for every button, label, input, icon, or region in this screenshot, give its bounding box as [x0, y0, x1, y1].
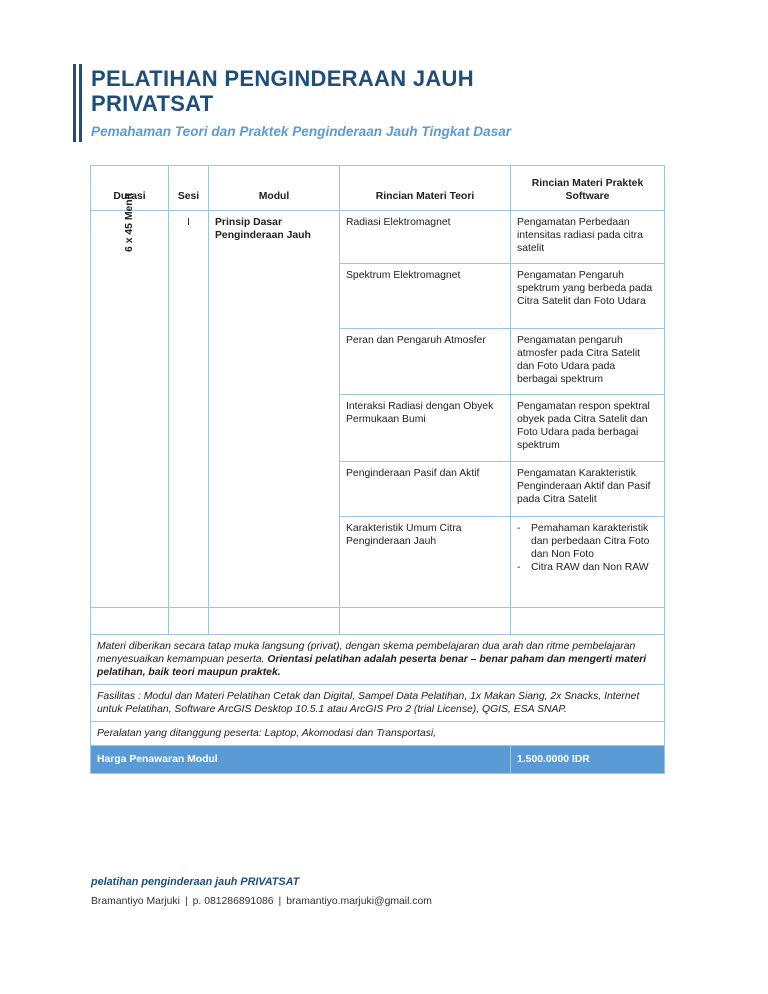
method-note	[91, 635, 665, 685]
header-sesi: Sesi	[169, 166, 209, 211]
empty-cell	[511, 608, 665, 635]
equipment-note: Peralatan yang ditanggung peserta: Laptop, Akomodasi dan Transportasi,	[91, 722, 665, 746]
method-note-text: Materi diberikan secara tatap muka langsung (privat), dengan skema pembelajaran dua arah dan ritme pembelajaran menyesuaikan kemampuan peserta.	[97, 641, 636, 665]
title-accent-bar	[79, 64, 82, 142]
praktek-cell: Pengamatan Pengaruh spektrum yang berbeda pada Citra Satelit dan Foto Udara	[511, 264, 665, 329]
durasi-value: 6 x 45 Menit	[124, 193, 135, 252]
contact-email: bramantiyo.marjuki@gmail.com	[286, 896, 432, 907]
contact-name: Bramantiyo Marjuki	[91, 896, 180, 907]
empty-cell	[91, 608, 169, 635]
header-durasi: Durasi	[91, 166, 169, 211]
header-teori: Rincian Materi Teori	[340, 166, 511, 211]
praktek-cell: Pengamatan Perbedaan intensitas radiasi pada citra satelit	[511, 211, 665, 264]
method-note-row	[91, 635, 665, 685]
praktek-cell: Pengamatan pengaruh atmosfer pada Citra Satelit dan Foto Udara pada berbagai spektrum	[511, 329, 665, 395]
praktek-cell: Pengamatan respon spektral obyek pada Citra Satelit dan Foto Udara pada berbagai spektrum	[511, 395, 665, 462]
list-item: - Citra RAW dan Non RAW	[517, 561, 658, 574]
title-accent-bars	[73, 64, 85, 142]
facilities-note-row	[91, 685, 665, 722]
header-modul: Modul	[209, 166, 340, 211]
document-title-line-1: PELATIHAN PENGINDERAAN JAUH	[91, 66, 474, 91]
training-module-table	[90, 165, 665, 774]
teori-cell: Karakteristik Umum Citra Penginderaan Jauh	[340, 517, 511, 608]
teori-cell: Penginderaan Pasif dan Aktif	[340, 462, 511, 517]
teori-cell: Interaksi Radiasi dengan Obyek Permukaan Bumi	[340, 395, 511, 462]
title-accent-bar	[73, 64, 76, 142]
empty-cell	[340, 608, 511, 635]
table-row	[91, 211, 665, 264]
method-note-emphasis: Orientasi pelatihan adalah peserta benar – benar paham dan mengerti materi pelatihan, baik teori maupun praktek.	[97, 654, 647, 678]
empty-cell	[169, 608, 209, 635]
document-header	[91, 66, 691, 139]
teori-cell: Radiasi Elektromagnet	[340, 211, 511, 264]
praktek-list	[517, 522, 658, 574]
sesi-cell: I	[169, 211, 209, 608]
header-praktek: Rincian Materi Praktek Software	[511, 166, 665, 211]
price-label: Harga Penawaran Modul	[91, 746, 511, 774]
teori-cell: Spektrum Elektromagnet	[340, 264, 511, 329]
empty-cell	[209, 608, 340, 635]
footer-contact	[91, 896, 432, 907]
contact-separator: |	[278, 896, 282, 907]
praktek-cell	[511, 517, 665, 608]
equipment-note-row	[91, 722, 665, 746]
document-title-line-2: PRIVATSAT	[91, 91, 214, 116]
table-header-row	[91, 166, 665, 211]
contact-separator: |	[184, 896, 188, 907]
footer	[91, 876, 432, 907]
document-subtitle: Pemahaman Teori dan Praktek Penginderaan Jauh Tingkat Dasar	[91, 124, 512, 139]
price-row	[91, 746, 665, 774]
modul-cell: Prinsip Dasar Penginderaan Jauh	[209, 211, 340, 608]
blank-row	[91, 608, 665, 635]
document-title	[91, 66, 691, 116]
praktek-cell: Pengamatan Karakteristik Penginderaan Aktif dan Pasif pada Citra Satelit	[511, 462, 665, 517]
list-item: - Pemahaman karakteristik dan perbedaan Citra Foto dan Non Foto	[517, 522, 658, 561]
price-value: 1.500.0000 IDR	[511, 746, 665, 774]
facilities-note: Fasilitas : Modul dan Materi Pelatihan Cetak dan Digital, Sampel Data Pelatihan, 1x Makan Siang, 2x Snacks, Internet untuk Pelatihan, Software ArcGIS Desktop 10.5.1 atau ArcGIS Pro 2 (trial License), QGIS, ESA SNAP.	[91, 685, 665, 722]
teori-cell: Peran dan Pengaruh Atmosfer	[340, 329, 511, 395]
contact-phone: p. 081286891086	[192, 896, 274, 907]
footer-title: pelatihan penginderaan jauh PRIVATSAT	[91, 876, 300, 888]
